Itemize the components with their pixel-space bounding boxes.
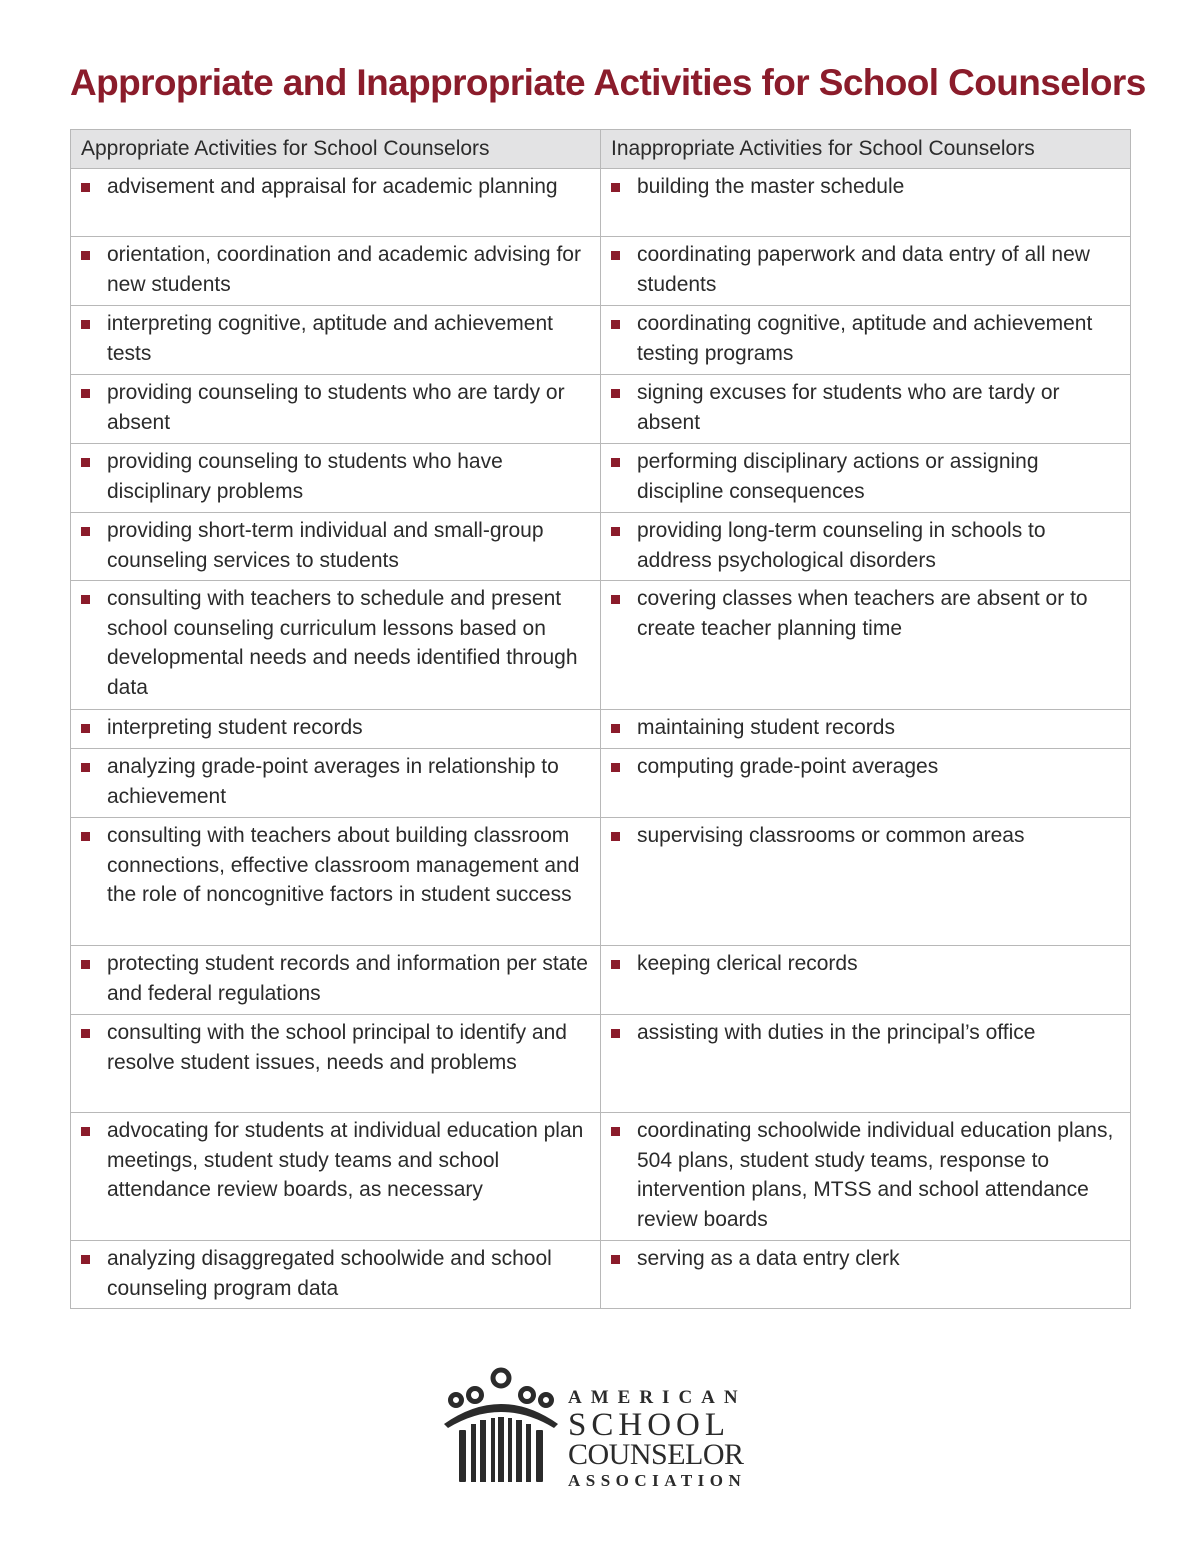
table-row [71, 749, 1131, 818]
activity-text: advocating for students at individual education plan meetings, student study teams and school attendance review boards, as necessary [107, 1119, 584, 1201]
square-bullet-icon [611, 832, 620, 841]
appropriate-activity-cell [71, 306, 601, 375]
logo-line-school: SCHOOL [568, 1407, 731, 1443]
activity-text: computing grade-point averages [637, 755, 939, 778]
inappropriate-activity-cell [601, 710, 1131, 749]
activity-text: coordinating cognitive, aptitude and achievement testing programs [637, 312, 1093, 365]
activity-text: coordinating paperwork and data entry of all new students [637, 243, 1090, 296]
activity-text: coordinating schoolwide individual education plans, 504 plans, student study teams, response to intervention plans, MTSS and school attendance review boards [637, 1119, 1114, 1231]
table-row [71, 946, 1131, 1015]
table-row [71, 581, 1131, 710]
table-row [71, 306, 1131, 375]
activity-text: analyzing disaggregated schoolwide and school counseling program data [107, 1247, 552, 1300]
inappropriate-activity-cell [601, 306, 1131, 375]
square-bullet-icon [81, 763, 90, 772]
inappropriate-activity-cell [601, 1113, 1131, 1241]
square-bullet-icon [81, 724, 90, 733]
logo-wordmark [568, 1388, 747, 1489]
table-row [71, 237, 1131, 306]
table-body [71, 169, 1131, 1309]
appropriate-activity-cell [71, 749, 601, 818]
square-bullet-icon [611, 251, 620, 260]
table-row [71, 710, 1131, 749]
activity-text: providing long-term counseling in schools to address psychological disorders [637, 519, 1046, 572]
activities-table [70, 129, 1131, 1309]
header-appropriate: Appropriate Activities for School Counselors [71, 130, 601, 169]
appropriate-activity-cell [71, 169, 601, 237]
appropriate-activity-cell [71, 946, 601, 1015]
inappropriate-activity-cell [601, 513, 1131, 581]
appropriate-activity-cell [71, 444, 601, 513]
header-inappropriate: Inappropriate Activities for School Counselors [601, 130, 1131, 169]
activity-text: interpreting cognitive, aptitude and achievement tests [107, 312, 553, 365]
square-bullet-icon [611, 458, 620, 467]
inappropriate-activity-cell [601, 818, 1131, 946]
appropriate-activity-cell [71, 237, 601, 306]
table-row [71, 513, 1131, 581]
square-bullet-icon [81, 832, 90, 841]
square-bullet-icon [81, 183, 90, 192]
logo-emblem-icon [440, 1366, 562, 1490]
appropriate-activity-cell [71, 1113, 601, 1241]
activity-text: signing excuses for students who are tardy or absent [637, 381, 1060, 434]
inappropriate-activity-cell [601, 1241, 1131, 1309]
inappropriate-activity-cell [601, 749, 1131, 818]
inappropriate-activity-cell [601, 946, 1131, 1015]
appropriate-activity-cell [71, 818, 601, 946]
activity-text: supervising classrooms or common areas [637, 824, 1025, 847]
activity-text: assisting with duties in the principal’s office [637, 1021, 1036, 1044]
activity-text: protecting student records and information per state and federal regulations [107, 952, 588, 1005]
square-bullet-icon [611, 595, 620, 604]
square-bullet-icon [611, 527, 620, 536]
logo-line-american: AMERICAN [568, 1387, 747, 1408]
square-bullet-icon [81, 527, 90, 536]
appropriate-activity-cell [71, 581, 601, 710]
activity-text: building the master schedule [637, 175, 905, 198]
square-bullet-icon [611, 960, 620, 969]
table-row [71, 444, 1131, 513]
asca-logo [440, 1366, 770, 1490]
activity-text: serving as a data entry clerk [637, 1247, 900, 1270]
square-bullet-icon [81, 1255, 90, 1264]
activity-text: consulting with the school principal to identify and resolve student issues, needs and problems [107, 1021, 567, 1074]
inappropriate-activity-cell [601, 169, 1131, 237]
appropriate-activity-cell [71, 513, 601, 581]
square-bullet-icon [611, 320, 620, 329]
square-bullet-icon [611, 1127, 620, 1136]
square-bullet-icon [81, 595, 90, 604]
activity-text: consulting with teachers to schedule and present school counseling curriculum lessons based on developmental needs and needs identified through data [107, 587, 578, 699]
inappropriate-activity-cell [601, 581, 1131, 710]
activity-text: covering classes when teachers are absent or to create teacher planning time [637, 587, 1088, 640]
table-row [71, 1241, 1131, 1309]
square-bullet-icon [81, 320, 90, 329]
square-bullet-icon [81, 1127, 90, 1136]
activity-text: consulting with teachers about building classroom connections, effective classroom management and the role of noncognitive factors in student success [107, 824, 580, 906]
appropriate-activity-cell [71, 1015, 601, 1113]
square-bullet-icon [81, 960, 90, 969]
activity-text: providing short-term individual and small-group counseling services to students [107, 519, 544, 572]
activity-text: interpreting student records [107, 716, 363, 739]
table-row [71, 1113, 1131, 1241]
activity-text: maintaining student records [637, 716, 895, 739]
inappropriate-activity-cell [601, 444, 1131, 513]
activity-text: orientation, coordination and academic advising for new students [107, 243, 581, 296]
logo-line-counselor: COUNSELOR [568, 1438, 744, 1471]
square-bullet-icon [611, 389, 620, 398]
activity-text: keeping clerical records [637, 952, 858, 975]
table-row [71, 375, 1131, 444]
appropriate-activity-cell [71, 1241, 601, 1309]
table-row [71, 818, 1131, 946]
square-bullet-icon [81, 251, 90, 260]
square-bullet-icon [611, 724, 620, 733]
activity-text: performing disciplinary actions or assigning discipline consequences [637, 450, 1039, 503]
logo-line-association: ASSOCIATION [568, 1471, 747, 1490]
square-bullet-icon [611, 183, 620, 192]
square-bullet-icon [611, 763, 620, 772]
inappropriate-activity-cell [601, 237, 1131, 306]
table-row [71, 169, 1131, 237]
activity-text: providing counseling to students who have disciplinary problems [107, 450, 503, 503]
square-bullet-icon [611, 1255, 620, 1264]
inappropriate-activity-cell [601, 375, 1131, 444]
square-bullet-icon [81, 389, 90, 398]
appropriate-activity-cell [71, 375, 601, 444]
square-bullet-icon [611, 1029, 620, 1038]
table-header-row [71, 130, 1131, 169]
activity-text: advisement and appraisal for academic planning [107, 175, 558, 198]
inappropriate-activity-cell [601, 1015, 1131, 1113]
table-row [71, 1015, 1131, 1113]
square-bullet-icon [81, 1029, 90, 1038]
page-title: Appropriate and Inappropriate Activities for School Counselors [70, 62, 1146, 103]
appropriate-activity-cell [71, 710, 601, 749]
activity-text: analyzing grade-point averages in relationship to achievement [107, 755, 559, 808]
activity-text: providing counseling to students who are tardy or absent [107, 381, 565, 434]
square-bullet-icon [81, 458, 90, 467]
